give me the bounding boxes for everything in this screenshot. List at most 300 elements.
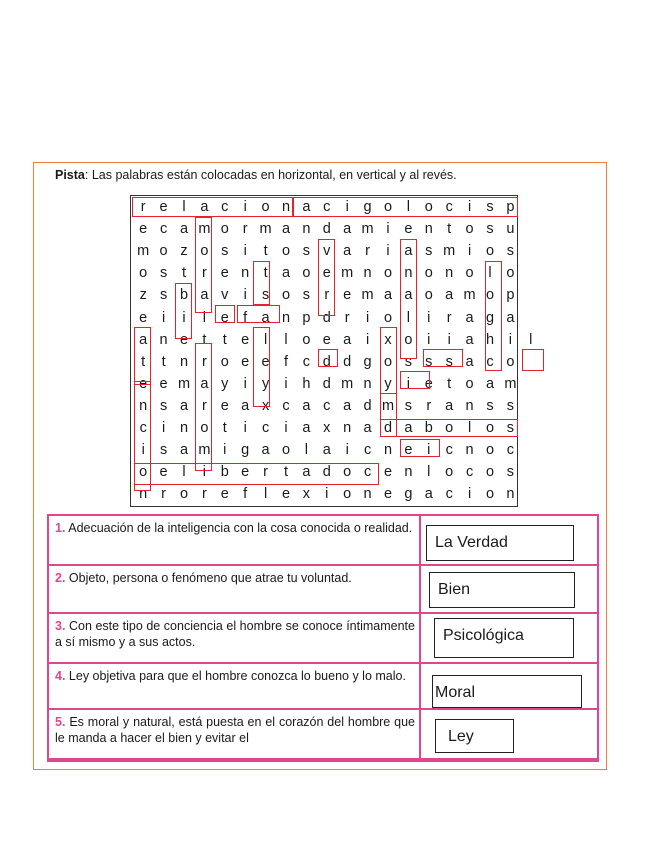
grid-letter: o bbox=[281, 287, 291, 304]
grid-letter: n bbox=[281, 199, 291, 215]
grid-letter: d bbox=[322, 353, 331, 370]
question-row-1: 1. Adecuación de la inteligencia con la cosa conocida o realidad. bbox=[49, 516, 597, 566]
grid-letter: o bbox=[485, 486, 495, 503]
grid-letter: m bbox=[504, 375, 517, 392]
grid-letter: i bbox=[406, 375, 410, 392]
grid-letter: a bbox=[485, 375, 495, 392]
grid-letter: l bbox=[304, 442, 308, 459]
grid-letter: s bbox=[302, 243, 310, 260]
question-row-3: 3. Con este tipo de conciencia el hombre se conoce íntimamente a sí mismo y a sus actos. bbox=[49, 614, 597, 664]
grid-letter: e bbox=[404, 442, 413, 459]
word-highlight bbox=[253, 261, 270, 305]
grid-letter: s bbox=[486, 221, 494, 238]
grid-letter: n bbox=[179, 353, 189, 370]
grid-letter: c bbox=[465, 464, 474, 481]
grid-letter: o bbox=[485, 464, 495, 481]
grid-letter: a bbox=[445, 287, 454, 304]
grid-letter: d bbox=[363, 397, 372, 414]
grid-letter: e bbox=[241, 331, 250, 348]
grid-letter: f bbox=[283, 353, 288, 370]
grid-row bbox=[131, 375, 519, 393]
grid-letter: n bbox=[343, 420, 352, 436]
grid-letter: r bbox=[140, 199, 146, 215]
grid-letter: c bbox=[302, 353, 310, 370]
grid-letter: n bbox=[241, 265, 250, 282]
grid-letter: e bbox=[383, 464, 393, 481]
grid-letter: o bbox=[281, 442, 291, 459]
word-highlight bbox=[423, 349, 463, 367]
grid-letter: s bbox=[159, 397, 168, 414]
grid-letter: o bbox=[465, 375, 474, 392]
grid-letter: a bbox=[343, 221, 352, 238]
grid-letter: e bbox=[424, 375, 433, 392]
grid-letter: e bbox=[220, 265, 229, 282]
grid-letter: i bbox=[467, 486, 472, 503]
grid-letter: r bbox=[161, 486, 166, 503]
grid-letter: m bbox=[198, 221, 211, 238]
grid-letter: t bbox=[222, 420, 227, 436]
grid-row bbox=[131, 397, 519, 415]
grid-letter: n bbox=[404, 265, 413, 282]
grid-letter: a bbox=[200, 287, 209, 304]
grid-letter: d bbox=[322, 375, 331, 392]
grid-letter: e bbox=[322, 331, 331, 348]
grid-letter: a bbox=[281, 265, 291, 282]
word-highlight bbox=[292, 197, 518, 217]
grid-letter: a bbox=[179, 442, 189, 459]
grid-letter: s bbox=[486, 397, 494, 414]
grid-letter: g bbox=[241, 442, 250, 459]
grid-letter: s bbox=[221, 243, 229, 260]
grid-letter: r bbox=[263, 464, 268, 481]
grid-letter: a bbox=[139, 331, 148, 348]
grid-letter: o bbox=[383, 199, 393, 215]
word-highlight bbox=[380, 419, 518, 437]
grid-letter: a bbox=[322, 442, 331, 459]
grid-letter: d bbox=[383, 420, 393, 436]
grid-letter: n bbox=[139, 397, 148, 414]
word-highlight bbox=[522, 349, 544, 371]
question-text: Ley objetiva para que el hombre conozca lo bueno y lo malo. bbox=[68, 669, 406, 683]
grid-letter: i bbox=[427, 331, 431, 348]
grid-letter: e bbox=[281, 486, 291, 503]
grid-letter: s bbox=[159, 442, 168, 459]
grid-letter: l bbox=[406, 309, 410, 326]
grid-letter: a bbox=[302, 420, 311, 436]
grid-letter: v bbox=[221, 287, 229, 304]
grid-letter: o bbox=[506, 353, 515, 370]
grid-letter: t bbox=[447, 221, 452, 238]
grid-letter: m bbox=[198, 442, 211, 459]
hint-text: Pista: Las palabras están colocadas en horizontal, en vertical y al revés. bbox=[55, 168, 457, 182]
answer-field-4[interactable]: Moral bbox=[432, 675, 582, 708]
grid-letter: p bbox=[506, 199, 515, 215]
grid-letter: i bbox=[427, 309, 431, 326]
grid-letter: z bbox=[180, 243, 188, 260]
grid-letter: i bbox=[345, 199, 349, 215]
grid-letter: n bbox=[506, 486, 515, 503]
grid-letter: r bbox=[324, 287, 330, 304]
grid-letter: r bbox=[201, 265, 207, 282]
grid-letter: l bbox=[467, 420, 472, 436]
grid-letter: a bbox=[465, 331, 474, 348]
grid-letter: t bbox=[202, 331, 207, 348]
grid-letter: o bbox=[424, 199, 433, 215]
grid-letter: i bbox=[243, 375, 247, 392]
grid-letter: h bbox=[302, 375, 311, 392]
grid-letter: a bbox=[445, 397, 454, 414]
grid-letter: e bbox=[159, 199, 168, 215]
grid-letter: c bbox=[139, 420, 147, 436]
grid-letter: i bbox=[243, 287, 247, 304]
grid-letter: a bbox=[261, 309, 270, 326]
grid-letter: i bbox=[182, 309, 186, 326]
grid-letter: r bbox=[426, 397, 432, 414]
grid-letter: n bbox=[281, 309, 291, 326]
grid-letter: n bbox=[404, 464, 413, 481]
grid-letter: y bbox=[221, 375, 229, 392]
answer-field-2[interactable]: Bien bbox=[429, 572, 575, 608]
grid-letter: a bbox=[424, 486, 433, 503]
grid-letter: m bbox=[177, 375, 191, 392]
grid-letter: u bbox=[506, 221, 515, 238]
grid-letter: i bbox=[161, 309, 166, 326]
word-highlight bbox=[400, 239, 417, 359]
grid-letter: i bbox=[243, 243, 247, 260]
grid-letter: t bbox=[181, 265, 186, 282]
grid-letter: e bbox=[159, 375, 168, 392]
grid-letter: o bbox=[506, 265, 515, 282]
grid-letter: p bbox=[506, 287, 515, 304]
grid-letter: z bbox=[139, 287, 147, 304]
grid-letter: o bbox=[281, 243, 291, 260]
grid-letter: i bbox=[284, 420, 288, 436]
grid-letter: a bbox=[465, 309, 474, 326]
grid-letter: a bbox=[200, 375, 209, 392]
grid-letter: s bbox=[404, 353, 412, 370]
word-highlight bbox=[215, 305, 235, 323]
grid-letter: c bbox=[445, 442, 453, 459]
grid-letter: t bbox=[447, 375, 452, 392]
answer-field-3[interactable]: Psicológica bbox=[434, 618, 574, 658]
grid-letter: i bbox=[386, 243, 390, 260]
word-highlight bbox=[253, 327, 270, 407]
grid-letter: o bbox=[200, 420, 209, 436]
question-text: Objeto, persona o fenómeno que atrae tu voluntad. bbox=[68, 571, 352, 585]
grid-letter: a bbox=[343, 331, 352, 348]
grid-letter: a bbox=[363, 420, 372, 436]
grid-letter: c bbox=[363, 442, 372, 459]
grid-letter: n bbox=[159, 331, 168, 348]
grid-letter: a bbox=[179, 221, 189, 238]
grid-letter: i bbox=[467, 243, 472, 260]
grid-letter: o bbox=[404, 331, 413, 348]
grid-letter: s bbox=[445, 353, 453, 370]
grid-letter: r bbox=[201, 353, 207, 370]
grid-letter: e bbox=[139, 309, 148, 326]
grid-letter: a bbox=[179, 397, 189, 414]
grid-letter: e bbox=[241, 353, 250, 370]
grid-letter: e bbox=[383, 486, 393, 503]
grid-letter: y bbox=[384, 375, 392, 392]
grid-letter: o bbox=[485, 287, 495, 304]
grid-letter: g bbox=[404, 486, 413, 503]
answer-field-1[interactable]: La Verdad bbox=[426, 525, 574, 561]
grid-letter: d bbox=[322, 309, 331, 326]
grid-letter: l bbox=[263, 486, 268, 503]
grid-letter: f bbox=[243, 309, 248, 326]
grid-letter: r bbox=[446, 309, 452, 326]
grid-letter: o bbox=[179, 486, 189, 503]
grid-letter: i bbox=[243, 199, 247, 215]
grid-letter: i bbox=[345, 442, 349, 459]
grid-letter: s bbox=[261, 287, 270, 304]
grid-letter: e bbox=[139, 221, 148, 238]
grid-letter: c bbox=[221, 199, 229, 215]
grid-letter: i bbox=[386, 221, 390, 238]
grid-letter: l bbox=[202, 309, 206, 326]
grid-letter: m bbox=[463, 287, 476, 304]
grid-letter: o bbox=[485, 442, 495, 459]
grid-letter: c bbox=[445, 486, 453, 503]
grid-letter: a bbox=[281, 221, 291, 238]
grid-letter: a bbox=[302, 464, 311, 481]
grid-letter: o bbox=[261, 199, 270, 215]
word-highlight bbox=[237, 305, 280, 323]
grid-letter: o bbox=[424, 287, 433, 304]
grid-letter: l bbox=[284, 331, 288, 348]
grid-letter: v bbox=[323, 243, 331, 260]
word-highlight bbox=[175, 283, 192, 339]
grid-letter: c bbox=[159, 221, 168, 238]
grid-letter: a bbox=[241, 397, 250, 414]
grid-letter: o bbox=[302, 331, 311, 348]
grid-letter: t bbox=[161, 353, 166, 370]
grid-letter: l bbox=[182, 464, 186, 481]
grid-letter: s bbox=[506, 397, 514, 414]
grid-letter: a bbox=[404, 287, 413, 304]
questions-table bbox=[47, 514, 599, 762]
grid-letter: n bbox=[445, 265, 454, 282]
grid-letter: o bbox=[343, 464, 352, 481]
grid-letter: i bbox=[467, 199, 472, 215]
grid-letter: a bbox=[200, 199, 209, 215]
question-text: Es moral y natural, está puesta en el corazón del hombre que le manda a hacer el bien y evitar el bbox=[55, 715, 415, 745]
grid-row bbox=[131, 441, 519, 459]
grid-letter: s bbox=[302, 287, 310, 304]
grid-letter: o bbox=[465, 265, 474, 282]
grid-letter: a bbox=[465, 353, 474, 370]
grid-letter: e bbox=[220, 309, 229, 326]
grid-letter: i bbox=[141, 442, 145, 459]
grid-letter: r bbox=[365, 243, 370, 260]
grid-letter: s bbox=[425, 353, 433, 370]
grid-letter: o bbox=[445, 464, 454, 481]
grid-letter: n bbox=[465, 397, 474, 414]
grid-letter: r bbox=[344, 309, 350, 326]
grid-letter: i bbox=[161, 420, 166, 436]
grid-letter: s bbox=[506, 464, 514, 481]
grid-letter: e bbox=[159, 464, 168, 481]
grid-letter: i bbox=[427, 442, 431, 459]
grid-letter: l bbox=[182, 199, 186, 215]
grid-letter: m bbox=[361, 221, 374, 238]
grid-letter: g bbox=[363, 353, 372, 370]
grid-letter: o bbox=[159, 243, 168, 260]
grid-letter: c bbox=[506, 442, 514, 459]
grid-letter: o bbox=[220, 221, 229, 238]
grid-letter: m bbox=[259, 221, 272, 238]
grid-letter: s bbox=[506, 243, 514, 260]
grid-letter: m bbox=[361, 287, 374, 304]
grid-letter: i bbox=[365, 309, 370, 326]
word-highlight bbox=[318, 349, 338, 367]
grid-letter: c bbox=[363, 464, 372, 481]
grid-letter: a bbox=[383, 287, 393, 304]
grid-letter: t bbox=[222, 331, 227, 348]
word-highlight bbox=[134, 327, 151, 385]
grid-letter: o bbox=[445, 420, 454, 436]
grid-letter: o bbox=[485, 243, 495, 260]
grid-letter: y bbox=[261, 375, 270, 392]
grid-letter: x bbox=[302, 486, 310, 503]
grid-letter: a bbox=[343, 397, 352, 414]
grid-letter: s bbox=[404, 397, 412, 414]
grid-letter: t bbox=[141, 353, 146, 370]
grid-letter: s bbox=[486, 199, 494, 215]
grid-letter: r bbox=[242, 221, 248, 238]
grid-letter: c bbox=[323, 199, 331, 215]
grid-letter: x bbox=[323, 420, 331, 436]
grid-letter: f bbox=[243, 486, 248, 503]
word-highlight bbox=[195, 217, 212, 313]
word-highlight bbox=[195, 343, 212, 471]
grid-letter: r bbox=[201, 397, 207, 414]
grid-letter: b bbox=[179, 287, 189, 304]
grid-letter: o bbox=[302, 265, 311, 282]
grid-row bbox=[131, 485, 519, 503]
grid-letter: s bbox=[159, 287, 168, 304]
grid-letter: n bbox=[363, 375, 372, 392]
grid-letter: i bbox=[365, 331, 370, 348]
grid-letter: n bbox=[179, 420, 189, 436]
grid-letter: p bbox=[302, 309, 311, 326]
grid-letter: t bbox=[263, 265, 268, 282]
grid-letter: o bbox=[200, 243, 209, 260]
grid-letter: i bbox=[447, 331, 451, 348]
grid-letter: c bbox=[486, 353, 494, 370]
grid-letter: g bbox=[363, 199, 372, 215]
grid-letter: l bbox=[263, 331, 268, 348]
grid-letter: i bbox=[325, 486, 329, 503]
word-search bbox=[130, 195, 533, 507]
word-highlight bbox=[400, 439, 440, 457]
grid-letter: h bbox=[485, 331, 495, 348]
grid-letter: d bbox=[322, 464, 331, 481]
grid-letter: o bbox=[424, 265, 433, 282]
grid-letter: i bbox=[243, 420, 247, 436]
grid-letter: a bbox=[506, 309, 515, 326]
grid-letter: s bbox=[425, 243, 433, 260]
grid-letter: d bbox=[343, 353, 352, 370]
grid-letter: i bbox=[202, 464, 206, 481]
grid-letter: a bbox=[261, 442, 270, 459]
grid-letter: m bbox=[341, 375, 354, 392]
grid-letter: i bbox=[508, 331, 512, 348]
grid-letter: r bbox=[201, 486, 207, 503]
grid-letter: a bbox=[404, 420, 413, 436]
grid-letter: e bbox=[220, 397, 229, 414]
question-text: Adecuación de la inteligencia con la cosa conocida o realidad. bbox=[68, 521, 413, 535]
grid-letter: a bbox=[302, 199, 311, 215]
grid-letter: s bbox=[159, 265, 168, 282]
grid-letter: b bbox=[220, 464, 229, 481]
grid-letter: o bbox=[220, 353, 229, 370]
grid-letter: n bbox=[424, 221, 433, 238]
question-row-4: 4. Ley objetiva para que el hombre conozca lo bueno y lo malo. bbox=[49, 664, 597, 710]
word-highlight bbox=[400, 371, 430, 389]
grid-letter: c bbox=[323, 397, 331, 414]
grid-letter: e bbox=[343, 287, 352, 304]
grid-letter: n bbox=[139, 486, 148, 503]
grid-row bbox=[131, 220, 519, 238]
grid-letter: x bbox=[261, 397, 270, 414]
grid-letter: l bbox=[406, 199, 410, 215]
grid-letter: s bbox=[506, 420, 514, 436]
grid-letter: m bbox=[341, 265, 354, 282]
word-highlight bbox=[485, 261, 502, 371]
grid-letter: m bbox=[137, 243, 150, 260]
answer-field-5[interactable]: Ley bbox=[435, 719, 514, 753]
grid-letter: c bbox=[282, 397, 290, 414]
grid-letter: d bbox=[322, 221, 331, 238]
grid-letter: o bbox=[383, 353, 393, 370]
grid-letter: a bbox=[343, 243, 352, 260]
grid-letter: e bbox=[261, 353, 270, 370]
grid-letter: o bbox=[485, 420, 495, 436]
grid-letter: n bbox=[465, 442, 474, 459]
grid-letter: a bbox=[302, 397, 311, 414]
grid-letter: o bbox=[465, 221, 474, 238]
word-highlight bbox=[134, 463, 379, 485]
word-highlight bbox=[318, 239, 335, 316]
grid-letter: n bbox=[363, 486, 372, 503]
grid-letter: o bbox=[139, 265, 148, 282]
grid-letter: a bbox=[404, 243, 413, 260]
word-highlight bbox=[380, 393, 397, 437]
grid-letter: e bbox=[139, 375, 148, 392]
grid-letter: e bbox=[241, 464, 250, 481]
grid-letter: o bbox=[343, 486, 352, 503]
grid-letter: i bbox=[284, 375, 288, 392]
grid-letter: e bbox=[220, 486, 229, 503]
grid-letter: e bbox=[179, 331, 189, 348]
grid-letter: t bbox=[263, 243, 268, 260]
grid-letter: l bbox=[427, 464, 431, 481]
grid-letter: x bbox=[384, 331, 392, 348]
grid-letter: c bbox=[445, 199, 453, 215]
grid-letter: l bbox=[488, 265, 492, 282]
grid-letter: o bbox=[383, 309, 393, 326]
grid-letter: t bbox=[283, 464, 288, 481]
grid-letter: n bbox=[383, 442, 393, 459]
grid-letter: g bbox=[485, 309, 495, 326]
question-row-5: 5. Es moral y natural, está puesta en el corazón del hombre que le manda a hacer el bien y evitar el bbox=[49, 710, 597, 760]
grid-letter: i bbox=[223, 442, 227, 459]
grid-letter: m bbox=[381, 397, 395, 414]
grid-letter: o bbox=[383, 265, 393, 282]
grid-letter: c bbox=[261, 420, 270, 436]
